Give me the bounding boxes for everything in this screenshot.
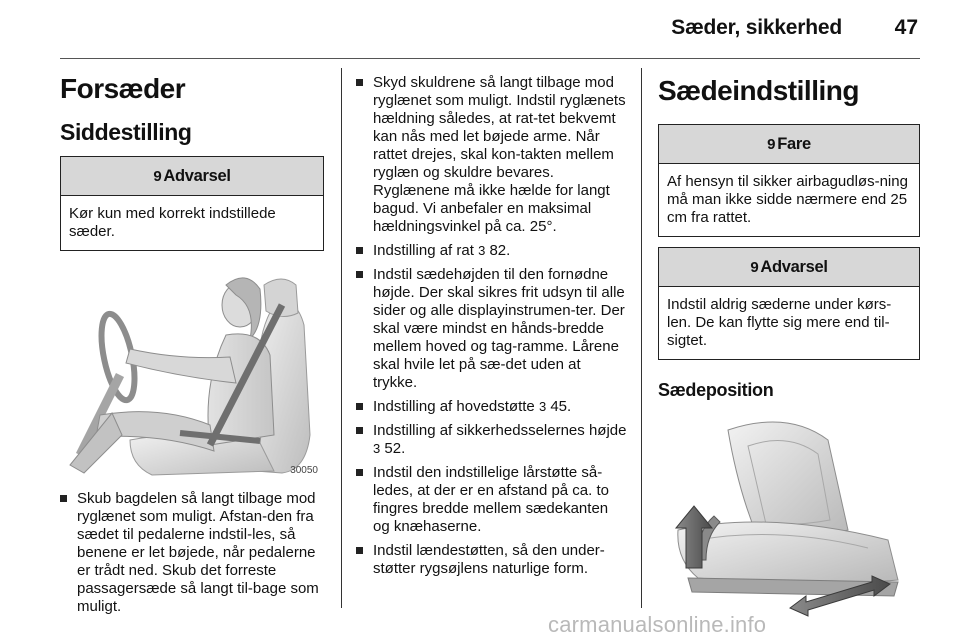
bullet-square-icon bbox=[356, 469, 363, 476]
page-reference-icon: 3 bbox=[478, 243, 486, 258]
list-item bbox=[356, 242, 628, 260]
page-reference-icon: 3 bbox=[373, 441, 381, 456]
warning-box bbox=[60, 156, 324, 251]
warning-triangle-icon: 9 bbox=[750, 258, 759, 276]
warning-box-header bbox=[61, 157, 323, 196]
seating-posture-figure bbox=[60, 265, 324, 480]
header-title: Sæder, sikkerhed bbox=[671, 16, 842, 39]
danger-box bbox=[658, 124, 920, 237]
bullet-square-icon bbox=[356, 547, 363, 554]
page-reference[interactable]: 52. bbox=[384, 440, 406, 457]
danger-box-header bbox=[659, 125, 919, 164]
danger-text: Af hensyn til sikker airbagudløs-ning må man ikke sidde nærmere end 25 cm fra rattet. bbox=[667, 173, 908, 226]
danger-label: Fare bbox=[777, 134, 811, 153]
section-heading: Forsæder bbox=[60, 73, 186, 104]
list-item-text: Indstilling af hovedstøtte bbox=[373, 398, 535, 415]
list-item bbox=[356, 266, 628, 392]
column-divider bbox=[341, 68, 342, 608]
column-right bbox=[658, 72, 920, 625]
page-reference-icon: 3 bbox=[538, 399, 547, 414]
list-item-text: Indstil lændestøtten, så den under-støtter rygsøjlens naturlige form. bbox=[373, 542, 605, 577]
warning-text: Kør kun med korrekt indstillede sæder. bbox=[69, 205, 276, 240]
warning-triangle-icon: 9 bbox=[153, 167, 162, 185]
list-item bbox=[356, 542, 628, 578]
subsection-heading: Sædeposition bbox=[658, 380, 774, 400]
bullet-list bbox=[356, 74, 628, 578]
bullet-list bbox=[60, 490, 324, 616]
bullet-square-icon bbox=[60, 495, 67, 502]
list-item-text: Indstil sædehøjden til den fornødne højde. Der skal sikres frit udsyn til alle sider og alle displayinstrumen-ter. Der skal være mindst en hånds-bredde mellem hoved og tag-ramme. Lårene skal hvile let på sæ-det uden at trykke. bbox=[373, 266, 625, 391]
header-rule bbox=[60, 58, 920, 59]
page-reference[interactable]: 45. bbox=[550, 398, 572, 415]
seat-adjustment-illustration bbox=[658, 410, 920, 625]
list-item bbox=[60, 490, 324, 616]
warning-triangle-icon: 9 bbox=[767, 135, 776, 153]
list-item-text: Indstilling af sikkerhedsselernes højde bbox=[373, 422, 627, 439]
bullet-square-icon bbox=[356, 247, 363, 254]
section-heading: Sædeindstilling bbox=[658, 75, 859, 106]
list-item bbox=[356, 398, 628, 416]
warning-label: Advarsel bbox=[163, 166, 231, 185]
page-number: 47 bbox=[894, 16, 918, 39]
list-item bbox=[356, 74, 628, 236]
watermark: carmanualsonline.info bbox=[548, 612, 767, 637]
list-item-text: Skub bagdelen så langt tilbage mod ryglænet som muligt. Afstan-den fra sædet til pedalerne indstil-les, så benene er let bøjede, når pedalerne er trådt ned. Skub det forreste passagersæde så langt til-bage som muligt. bbox=[77, 490, 319, 615]
list-item-text: Indstil den indstillelige lårstøtte så-ledes, at der er en afstand på ca. to fingres bredde mellem sædekanten og knæhaserne. bbox=[373, 464, 609, 535]
warning-text: Indstil aldrig sæderne under kørs-len. De kan flytte sig mere end til-sigtet. bbox=[667, 296, 892, 349]
bullet-square-icon bbox=[356, 79, 363, 86]
list-item bbox=[356, 422, 628, 458]
column-divider bbox=[641, 68, 642, 608]
bullet-square-icon bbox=[356, 271, 363, 278]
list-item-text: Indstilling af rat bbox=[373, 242, 474, 259]
warning-box-header bbox=[659, 248, 919, 287]
page-reference[interactable]: 82. bbox=[489, 242, 511, 259]
warning-label: Advarsel bbox=[760, 257, 828, 276]
seated-driver-illustration bbox=[60, 265, 324, 480]
list-item bbox=[356, 464, 628, 536]
column-left bbox=[60, 70, 324, 622]
warning-box bbox=[658, 247, 920, 360]
column-middle bbox=[356, 74, 628, 584]
seat-position-figure bbox=[658, 410, 920, 625]
bullet-square-icon bbox=[356, 427, 363, 434]
bullet-square-icon bbox=[356, 403, 363, 410]
subsection-heading: Siddestilling bbox=[60, 119, 192, 145]
list-item-text: Skyd skuldrene så langt tilbage mod ryglænet som muligt. Indstil ryglænets hældning således, at rat-tet bekvemt kan nås med let bøjede arme. Når rattet drejes, skal kon-takten mellem ryglæn og skuldre bevares. Ryglænene må ikke hælde for langt bagud. Vi anbefaler en maksimal hældningsvinkel på ca. 25°. bbox=[373, 74, 626, 235]
figure-code: 30050 bbox=[290, 465, 318, 476]
